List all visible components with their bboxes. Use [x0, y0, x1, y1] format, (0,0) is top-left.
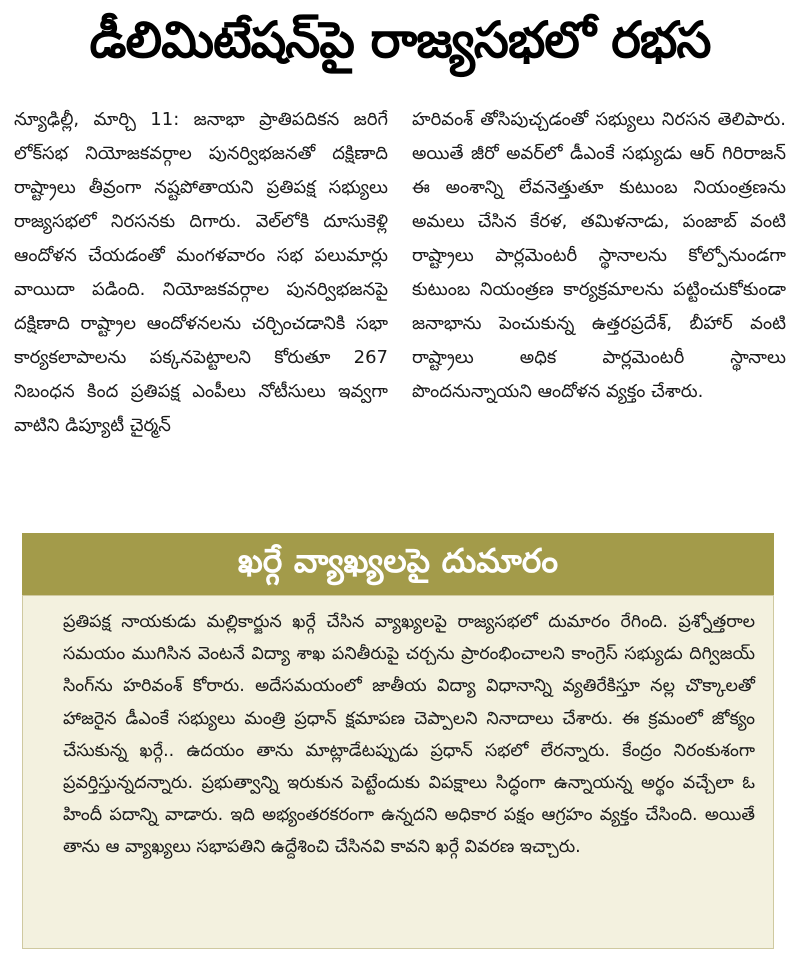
sidebar-title-band: [22, 533, 774, 595]
headline: డీలిమిటేషన్‌పై రాజ్యసభలో రభస: [89, 10, 711, 69]
sidebar-title: ఖర్గే వ్యాఖ్యలపై దుమారం: [237, 540, 559, 580]
sidebar-box: [22, 595, 774, 949]
main-story: [14, 103, 786, 515]
story-column-2-text: హరివంశ్ తోసిపుచ్చడంతో సభ్యులు నిరసన తెలిపారు. అయితే జీరో అవర్‌లో డీఎంకే సభ్యుడు ఆర్ గిరిరాజన్ ఈ అంశాన్ని లేవనెత్తుతూ కుటుంబ నియంత్రణను అమలు చేసిన కేరళ, తమిళనాడు, పంజాబ్ వంటి రాష్ట్రాలు పార్లమెంటరీ స్థానాలను కోల్పోనుండగా కుటుంబ నియంత్రణ కార్యక్రమాలను పట్టించుకోకుండా జనాభాను పెంచుకున్న ఉత్తరప్రదేశ్, బీహార్ వంటి రాష్ట్రాలు అధిక పార్లమెంటరీ స్థానాలు పొందనున్నాయని ఆందోళన వ్యక్తం చేశారు.: [412, 109, 786, 402]
story-column-2: [412, 103, 786, 515]
sidebar-body: ప్రతిపక్ష నాయకుడు మల్లికార్జున ఖర్గే చేసిన వ్యాఖ్యలపై రాజ్యసభలో దుమారం రేగింది. ప్రశ్నోత్తరాల సమయం ముగిసిన వెంటనే విద్యా శాఖ పనితీరుపై చర్చను ప్రారంభించాలని కాంగ్రెస్ సభ్యుడు దిగ్విజయ్ సింగ్‌ను హరివంశ్ కోరారు. అదేసమయంలో జాతీయ విద్యా విధానాన్ని వ్యతిరేకిస్తూ నల్ల చొక్కాలతో హాజరైన డీఎంకే సభ్యులు మంత్రి ప్రధాన్ క్షమాపణ చెప్పాలని నినాదాలు చేశారు. ఈ క్రమంలో జోక్యం చేసుకున్న ఖర్గే.. ఉదయం తాను మాట్లాడేటప్పుడు ప్రధాన్ సభలో లేరన్నారు. కేంద్రం నిరంకుశంగా ప్రవర్తిస్తున్నదన్నారు. ప్రభుత్వాన్ని ఇరుకున పెట్టేందుకు విపక్షాలు సిద్ధంగా ఉన్నాయన్న అర్థం వచ్చేలా ఓ హిందీ పదాన్ని వాడారు. ఇది అభ్యంతరకరంగా ఉన్నదని అధికార పక్షం ఆగ్రహం వ్యక్తం చేసింది. అయితే తాను ఆ వ్యాఖ్యలు సభాపతిని ఉద్దేశించి చేసినవి కావని ఖర్గే వివరణ ఇచ్చారు.: [63, 612, 755, 858]
story-column-1-text: జనాభా ప్రాతిపదికన జరిగే లోక్‌సభ నియోజకవర్గాల పునర్విభజనతో దక్షిణాది రాష్ట్రాలు తీవ్రంగా నష్టపోతాయని ప్రతిపక్ష సభ్యులు రాజ్యసభలో నిరసనకు దిగారు. వెల్‌లోకి దూసుకెళ్లి ఆందోళన చేయడంతో మంగళవారం సభ పలుమార్లు వాయిదా పడింది. నియోజకవర్గాల పునర్విభజనపై దక్షిణాది రాష్ట్రాల ఆందోళనలను చర్చించడానికి సభా కార్యకలాపాలను పక్కనపెట్టాలని కోరుతూ 267 నిబంధన కింద ప్రతిపక్ష ఎంపీలు నోటీసులు ఇవ్వగా వాటిని డిప్యూటీ చైర్మన్: [14, 109, 388, 436]
dateline: న్యూఢిల్లీ, మార్చి 11:: [14, 109, 194, 130]
story-column-1: [14, 103, 388, 515]
